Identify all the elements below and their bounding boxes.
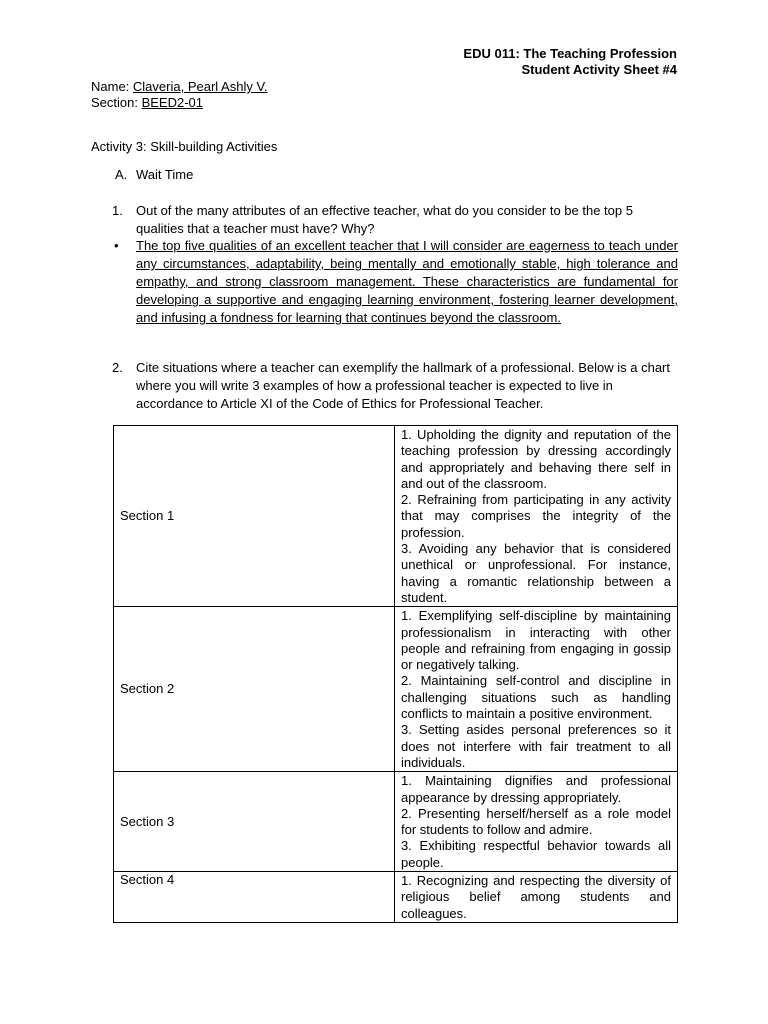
example-item: 2. Presenting herself/herself as a role model for students to follow and admire. <box>401 805 671 838</box>
example-item: 3. Avoiding any behavior that is considered unethical or unprofessional. For instance, having a romantic relationship between a student. <box>401 541 671 605</box>
example-item: 2. Maintaining self-control and discipline in challenging situations such as handling conflicts to maintain a positive environment. <box>401 673 671 722</box>
section-label: Section: <box>91 95 142 110</box>
table-row <box>114 772 678 872</box>
bullet-icon: • <box>114 238 119 253</box>
name-value: Claveria, Pearl Ashly V. <box>132 79 268 94</box>
example-item: 1. Upholding the dignity and reputation of the teaching profession by dressing accordingly and appropriately and behaving there self in and out of the classroom. <box>401 427 671 491</box>
answer-text: The top five qualities of an excellent teacher that I will consider are eagerness to teach under any circumstances, adaptability, being mentally and emotionally stable, high tolerance and empathy, and strong classroom management. These characteristics are fundamental for developing a supportive and engaging learning environment, fostering learner development, and infusing a fondness for learning that continues beyond the classroom. <box>136 238 678 325</box>
example-item: 3. Exhibiting respectful behavior towards all people. <box>401 838 671 870</box>
activity-title: Activity 3: Skill-building Activities <box>91 139 278 154</box>
student-info <box>91 79 268 111</box>
section-cell: Section 4 <box>114 872 395 923</box>
name-label: Name: <box>91 79 133 94</box>
question-number: 2. <box>112 360 123 375</box>
part-heading <box>115 167 193 183</box>
name-line <box>91 79 268 95</box>
question-text: Out of the many attributes of an effective teacher, what do you consider to be the top 5 qualities that a teacher must have? Why? <box>136 203 633 236</box>
example-item: 1. Exemplifying self-discipline by maintaining professionalism in interacting with other people and refraining from engaging in gossip or negatively talking. <box>401 608 671 673</box>
table-row <box>114 607 678 772</box>
part-title: Wait Time <box>136 167 194 182</box>
document-header <box>463 46 677 78</box>
examples-cell <box>395 607 678 772</box>
code-of-ethics-table <box>113 425 678 923</box>
table-row <box>114 872 678 923</box>
example-item: 2. Refraining from participating in any activity that may comprises the integrity of the profession. <box>401 492 671 540</box>
sheet-title: Student Activity Sheet #4 <box>521 62 677 77</box>
question-number: 1. <box>112 203 123 218</box>
section-value: BEED2-01 <box>141 95 204 110</box>
table-row <box>114 426 678 607</box>
examples-cell <box>395 426 678 607</box>
course-title: EDU 011: The Teaching Profession <box>463 46 677 61</box>
example-item: 1. Maintaining dignifies and professional appearance by dressing appropriately. <box>401 773 671 805</box>
section-cell: Section 3 <box>114 772 395 872</box>
question-2 <box>112 359 678 413</box>
question-text: Cite situations where a teacher can exemplify the hallmark of a professional. Below is a chart where you will write 3 examples of how a professional teacher is expected to live in accordance to Article XI of the Code of Ethics for Professional Teacher. <box>136 360 670 411</box>
section-cell: Section 2 <box>114 607 395 772</box>
answer-1 <box>112 237 678 327</box>
example-item: 3. Setting asides personal preferences so it does not interfere with fair treatment to all individuals. <box>401 722 671 770</box>
section-cell: Section 1 <box>114 426 395 607</box>
examples-cell <box>395 872 678 923</box>
example-item: 1. Recognizing and respecting the diversity of religious belief among students and colleagues. <box>401 873 671 921</box>
part-marker: A. <box>115 167 128 182</box>
question-1 <box>112 202 678 238</box>
section-line <box>91 95 268 111</box>
examples-cell <box>395 772 678 872</box>
